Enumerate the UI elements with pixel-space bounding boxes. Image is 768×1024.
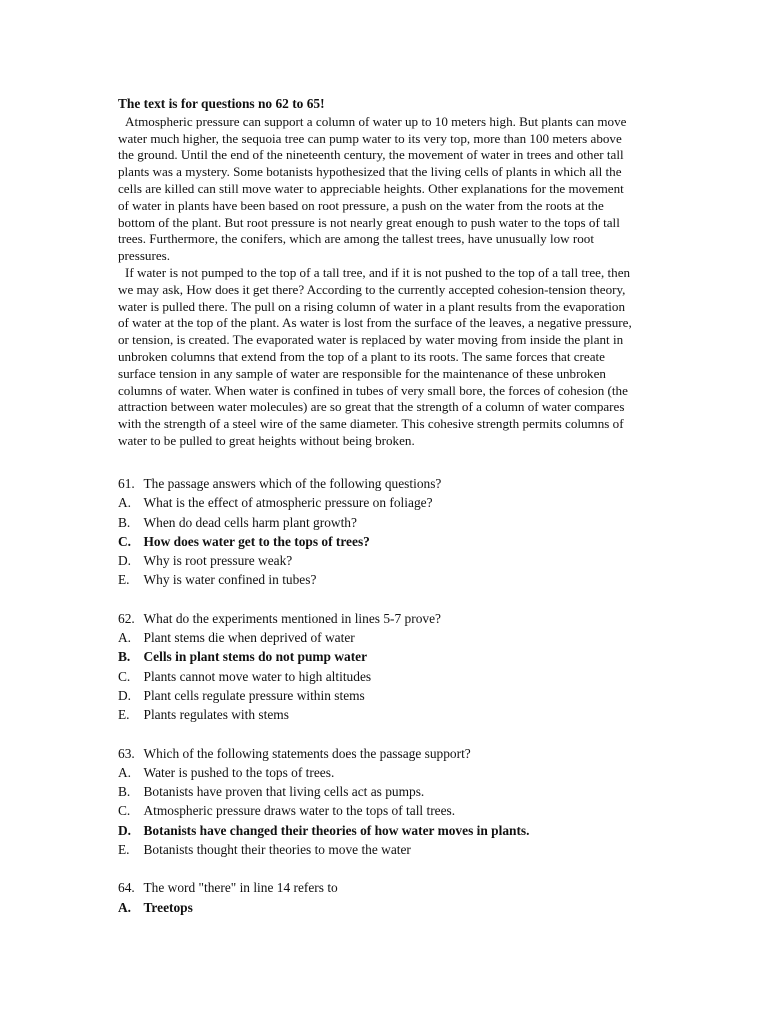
passage-title: The text is for questions no 62 to 65! (118, 96, 325, 111)
passage-line: pressures. (118, 248, 170, 264)
option-letter: D. (118, 687, 132, 703)
option-letter: C. (118, 803, 131, 819)
passage-line: Atmospheric pressure can support a column of water up to 10 meters high. But plants can move (125, 113, 627, 129)
option-letter: C. (118, 533, 132, 549)
option-letter: A. (118, 764, 132, 780)
option-text: Botanists have changed their theories of how water moves in plants. (143, 822, 530, 838)
answer-option (118, 551, 718, 570)
option-letter: A. (118, 630, 132, 646)
question-text: What do the experiments mentioned in lines 5-7 prove? (143, 610, 441, 626)
passage-paragraph (118, 114, 696, 265)
passage-line: unbroken columns that extend from the top of a plant to its roots. The same forces that create (118, 348, 605, 364)
option-letter: E. (118, 572, 130, 588)
passage-body (118, 114, 696, 450)
option-text: Why is water confined in tubes? (143, 572, 317, 588)
passage-line: of water at the top of the plant. As water is lost from the surface of the leaves, a negative pressure, (118, 315, 632, 331)
passage-line: water to be pulled to great heights without being broken. (118, 432, 415, 448)
passage-paragraph (118, 265, 696, 450)
passage-line: or tension, is created. The evaporated water is replaced by water moving from inside the plant in (118, 332, 624, 348)
passage-line: If water is not pumped to the top of a tall tree, and if it is not pushed to the top of a tall tree, then (125, 264, 631, 280)
option-text: Treetops (143, 899, 193, 915)
question-block (118, 609, 718, 725)
option-text: How does water get to the tops of trees? (143, 533, 370, 549)
answer-option-correct (118, 532, 718, 551)
option-text: Plants cannot move water to high altitudes (143, 668, 372, 684)
question-number: 64. (118, 880, 135, 896)
option-text: Water is pushed to the tops of trees. (143, 764, 335, 780)
question-number: 61. (118, 476, 135, 491)
passage-line: the ground. Until the end of the nineteenth century, the movement of water in trees and other tall (118, 147, 624, 163)
passage-line: of water in plants have been based on root pressure, a push on the water from the roots at the (118, 197, 604, 213)
question-block (118, 744, 718, 860)
question-stem (118, 609, 718, 628)
option-letter: B. (118, 514, 131, 530)
question-stem (118, 744, 718, 763)
option-text: When do dead cells harm plant growth? (143, 514, 357, 530)
passage-line: columns of water. When water is confined in tubes of very small bore, the forces of cohesion (the (118, 382, 628, 398)
option-text: Cells in plant stems do not pump water (143, 649, 368, 665)
question-stem (118, 878, 718, 897)
option-letter: D. (118, 822, 132, 838)
passage-line: surface tension in any sample of water are responsible for the maintenance of these unbroken (118, 365, 606, 381)
answer-option (118, 801, 718, 820)
answer-option (118, 570, 718, 589)
question-text: Which of the following statements does the passage support? (143, 745, 471, 761)
passage-line: cells are killed can still move water to appreciable heights. Other explanations for the movement (118, 180, 624, 196)
answer-option-correct (118, 898, 718, 917)
answer-option (118, 686, 718, 705)
answer-option (118, 493, 718, 512)
option-letter: A. (118, 899, 132, 915)
option-letter: D. (118, 553, 132, 569)
question-number: 63. (118, 745, 135, 761)
answer-option (118, 513, 718, 532)
option-text: Plant stems die when deprived of water (143, 630, 355, 646)
option-letter: B. (118, 649, 131, 665)
option-letter: E. (118, 842, 130, 858)
reading-passage (118, 96, 696, 450)
option-text: What is the effect of atmospheric pressure on foliage? (143, 495, 433, 511)
passage-line: with the strength of a steel wire of the same diameter. This cohesive strength permits columns of (118, 416, 624, 432)
option-text: Why is root pressure weak? (143, 553, 293, 569)
answer-option (118, 782, 718, 801)
question-text: The passage answers which of the following questions? (143, 476, 442, 491)
answer-option-correct (118, 821, 718, 840)
passage-line: plants was a mystery. Some botanists hypothesized that the living cells of plants in which all the (118, 164, 622, 180)
option-text: Plants regulates with stems (143, 707, 289, 723)
answer-option (118, 763, 718, 782)
question-stem (118, 474, 718, 493)
option-letter: C. (118, 668, 131, 684)
passage-line: water much higher, the sequoia tree can pump water to its very top, more than 100 meters above (118, 130, 622, 146)
option-text: Botanists thought their theories to move the water (143, 842, 411, 858)
answer-option (118, 628, 718, 647)
passage-line: trees. Furthermore, the conifers, which are among the tallest trees, have unusually low root (118, 231, 594, 247)
question-block (118, 878, 718, 917)
question-list (118, 474, 718, 936)
option-text: Botanists have proven that living cells act as pumps. (143, 784, 425, 800)
question-number: 62. (118, 610, 135, 626)
passage-line: water is pulled there. The pull on a rising column of water in a plant results from the evaporation (118, 298, 625, 314)
option-text: Plant cells regulate pressure within stems (143, 687, 365, 703)
answer-option (118, 840, 718, 859)
answer-option-correct (118, 647, 718, 666)
passage-line: we may ask, How does it get there? According to the currently accepted cohesion-tension theory, (118, 281, 626, 297)
question-text: The word "there" in line 14 refers to (143, 880, 338, 896)
option-letter: A. (118, 495, 132, 511)
answer-option (118, 667, 718, 686)
passage-line: attraction between water molecules) are so great that the strength of a column of water compares (118, 399, 625, 415)
option-text: Atmospheric pressure draws water to the tops of tall trees. (143, 803, 456, 819)
answer-option (118, 705, 718, 724)
option-letter: B. (118, 784, 131, 800)
passage-line: bottom of the plant. But root pressure is not nearly great enough to push water to the tops of tall (118, 214, 620, 230)
question-block (118, 474, 718, 590)
option-letter: E. (118, 707, 130, 723)
